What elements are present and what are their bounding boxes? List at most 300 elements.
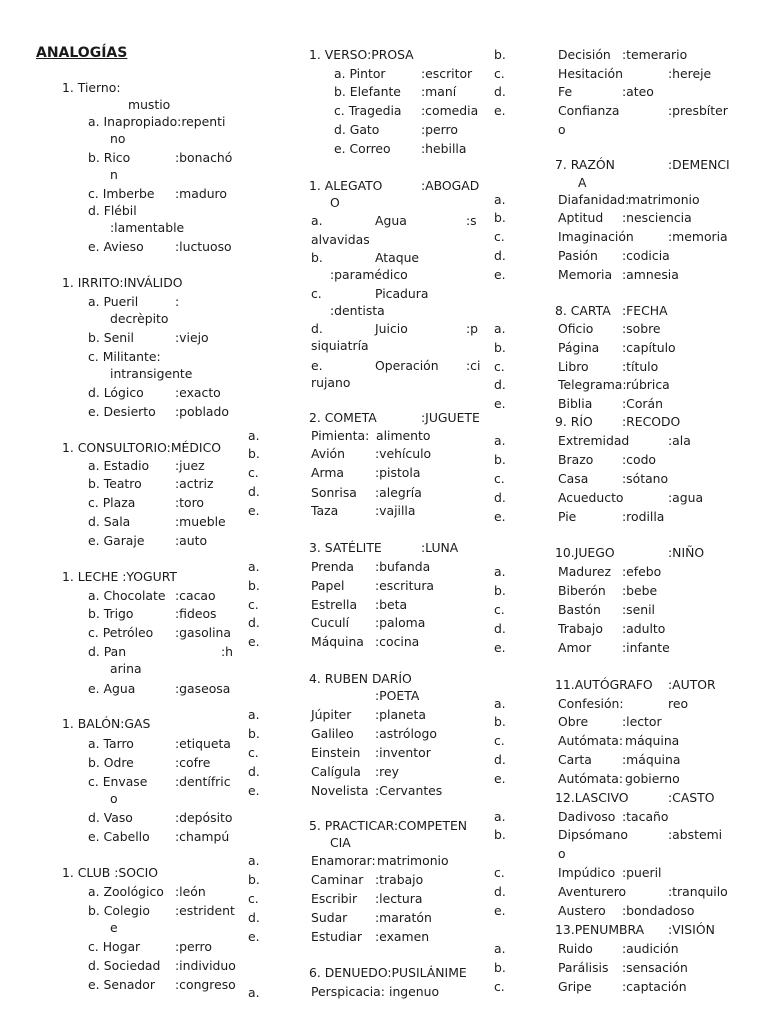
text-line: Autómata: xyxy=(558,733,624,748)
text-line: c. xyxy=(248,745,259,760)
text-line: Memoria xyxy=(558,267,613,282)
text-line: :ateo xyxy=(622,84,654,99)
text-line: :estrident xyxy=(175,903,235,918)
text-line: CIA xyxy=(330,835,351,850)
text-line: :dentista xyxy=(330,303,385,318)
text-line: :maní xyxy=(421,84,457,99)
text-line: :ala xyxy=(668,433,691,448)
text-line: :lamentable xyxy=(110,220,185,235)
text-line: c. Imberbe xyxy=(88,186,155,201)
text-line: a. xyxy=(494,192,506,207)
text-line: :codicia xyxy=(622,248,670,263)
text-line: Juicio xyxy=(375,321,408,336)
text-line: c. Petróleo xyxy=(88,625,154,640)
text-line: e. xyxy=(494,396,506,411)
text-line: :champú xyxy=(175,829,230,844)
text-line: a. xyxy=(494,564,506,579)
text-line: :auto xyxy=(175,533,208,548)
text-line: e. xyxy=(311,358,323,373)
text-line: e. Agua xyxy=(88,681,136,696)
text-line: Taza xyxy=(311,503,339,518)
text-line: 8. CARTA xyxy=(555,303,611,318)
text-line: Decisión xyxy=(558,47,611,62)
text-line: Enamorar: xyxy=(311,853,376,868)
text-line: :audición xyxy=(622,941,679,956)
text-line: Novelista xyxy=(311,783,369,798)
text-line: Agua xyxy=(375,213,407,228)
text-line: d. xyxy=(311,321,323,336)
text-line: Sudar xyxy=(311,910,348,925)
text-line: :rey xyxy=(375,764,399,779)
text-line: :tacaño xyxy=(622,809,669,824)
text-line: 12.LASCIVO xyxy=(555,790,629,805)
text-line: e. xyxy=(248,503,260,518)
text-line: a. xyxy=(494,941,506,956)
text-line: Estudiar xyxy=(311,929,362,944)
text-line: d. Sociedad xyxy=(88,958,161,973)
text-line: Impúdico xyxy=(558,865,616,880)
text-line: :bonachó xyxy=(175,150,233,165)
text-line: c. xyxy=(494,471,505,486)
text-line: 1. LECHE :YOGURT xyxy=(62,569,177,584)
text-line: Perspicacia: xyxy=(311,984,385,999)
text-line: Pimienta: xyxy=(311,428,370,443)
text-line: d. xyxy=(248,484,260,499)
text-line: Telegrama: xyxy=(558,377,627,392)
text-line: :perro xyxy=(175,939,212,954)
text-line: a. Inapropiado:repenti xyxy=(88,114,226,129)
text-line: Libro xyxy=(558,359,589,374)
text-line: intransigente xyxy=(110,366,193,381)
text-line: c. Militante: xyxy=(88,349,161,364)
text-line: :astrólogo xyxy=(375,726,437,741)
text-line: :VISIÓN xyxy=(668,922,715,937)
text-line: :título xyxy=(622,359,659,374)
text-line: e xyxy=(110,920,118,935)
text-line: :codo xyxy=(622,452,657,467)
text-line: 11.AUTÓGRAFO xyxy=(555,677,653,692)
text-line: e. Correo xyxy=(334,141,391,156)
text-line: c. xyxy=(248,465,259,480)
text-line: a. xyxy=(494,433,506,448)
text-line: :planeta xyxy=(375,707,427,722)
text-line: :escritor xyxy=(421,66,473,81)
text-line: e. xyxy=(494,640,506,655)
text-line: Cuculí xyxy=(311,615,350,630)
text-line: :p xyxy=(466,321,479,336)
text-line: e. xyxy=(494,103,506,118)
text-line: c. Envase xyxy=(88,774,148,789)
text-line: :AUTOR xyxy=(668,677,716,692)
text-line: e. Avieso xyxy=(88,239,144,254)
text-line: 1. BALÓN:GAS xyxy=(62,716,151,731)
text-line: :FECHA xyxy=(622,303,668,318)
text-line: c. xyxy=(311,286,322,301)
text-line: e. Senador xyxy=(88,977,155,992)
text-line: e. xyxy=(494,903,506,918)
text-line: b. xyxy=(248,726,260,741)
text-line: 1. Tierno: xyxy=(62,80,121,95)
text-line: o xyxy=(558,122,566,137)
text-line: b. xyxy=(494,47,506,62)
text-line: Fe xyxy=(558,84,573,99)
text-line: Bastón xyxy=(558,602,601,617)
text-line: :examen xyxy=(375,929,430,944)
text-line: Confianza xyxy=(558,103,620,118)
text-line: d. xyxy=(494,752,506,767)
text-line: :NIÑO xyxy=(668,545,705,560)
text-line: 5. PRACTICAR:COMPETEN xyxy=(309,818,468,833)
text-line: :memoria xyxy=(668,229,728,244)
text-line: :s xyxy=(466,213,477,228)
text-line: 3. SATÉLITE xyxy=(309,540,382,555)
text-line: b. xyxy=(494,210,506,225)
text-line: a. xyxy=(248,853,260,868)
text-line: :vehículo xyxy=(375,446,432,461)
text-line: o xyxy=(558,846,566,861)
text-line: :Corán xyxy=(622,396,663,411)
text-line: no xyxy=(110,131,126,146)
text-line: d. xyxy=(494,490,506,505)
text-line: d. Gato xyxy=(334,122,380,137)
text-line: :Cervantes xyxy=(375,783,443,798)
text-line: :maduro xyxy=(175,186,227,201)
text-line: 1. CLUB :SOCIO xyxy=(62,865,159,880)
text-line: a. Pueril xyxy=(88,294,139,309)
text-line: o xyxy=(110,791,118,806)
text-line: :actriz xyxy=(175,476,214,491)
text-line: a. xyxy=(248,428,260,443)
text-line: siquiatría xyxy=(311,338,369,353)
text-line: Arma xyxy=(311,465,345,480)
text-line: :cacao xyxy=(175,588,216,603)
text-line: 10.JUEGO xyxy=(555,545,615,560)
text-line: :alegría xyxy=(375,485,422,500)
text-line: :rodilla xyxy=(622,509,665,524)
text-line: d. Lógico xyxy=(88,385,144,400)
text-line: a. Estadio xyxy=(88,458,150,473)
text-line: Obre xyxy=(558,714,589,729)
text-line: :senil xyxy=(622,602,655,617)
text-line: Austero xyxy=(558,903,606,918)
text-line: d. xyxy=(494,377,506,392)
text-line: :ABOGAD xyxy=(421,178,480,193)
text-line: alimento xyxy=(376,428,431,443)
text-line: Einstein xyxy=(311,745,361,760)
text-line: Calígula xyxy=(311,764,361,779)
text-line: n xyxy=(110,167,118,182)
text-line: e. xyxy=(494,267,506,282)
text-line: :dentífric xyxy=(175,774,231,789)
text-line: Acueducto xyxy=(558,490,624,505)
text-line: Gripe xyxy=(558,979,592,994)
text-line: :bufanda xyxy=(375,559,431,574)
text-line: Estrella xyxy=(311,597,358,612)
text-line: :viejo xyxy=(175,330,209,345)
text-line: 4. RUBEN DARÍO xyxy=(309,671,412,686)
text-line: b. Colegio xyxy=(88,903,150,918)
text-line: arina xyxy=(110,661,142,676)
text-line: b. xyxy=(311,250,323,265)
text-line: Diafanidad: xyxy=(558,192,630,207)
text-line: Amor xyxy=(558,640,592,655)
text-line: :bondadoso xyxy=(622,903,695,918)
text-line: Oficio xyxy=(558,321,594,336)
text-line: d. Sala xyxy=(88,514,131,529)
text-line: :LUNA xyxy=(421,540,459,555)
text-line: b. Teatro xyxy=(88,476,142,491)
text-line: :JUGUETE xyxy=(421,410,480,425)
text-line: Aptitud xyxy=(558,210,604,225)
text-line: rúbrica xyxy=(626,377,670,392)
text-line: c. xyxy=(494,979,505,994)
text-line: e. xyxy=(494,771,506,786)
text-line: Página xyxy=(558,340,600,355)
text-line: a. xyxy=(248,985,260,1000)
text-line: :beta xyxy=(375,597,408,612)
text-line: Pasión xyxy=(558,248,598,263)
text-line: :león xyxy=(175,884,206,899)
text-line: Imaginación xyxy=(558,229,634,244)
text-line: Pie xyxy=(558,509,577,524)
text-line: :lectura xyxy=(375,891,423,906)
text-line: O xyxy=(330,195,340,210)
text-line: d. xyxy=(248,764,260,779)
text-line: Júpiter xyxy=(311,707,352,722)
text-line: Madurez xyxy=(558,564,611,579)
text-line: Biberón xyxy=(558,583,606,598)
text-line: b. xyxy=(248,872,260,887)
text-line: Galileo xyxy=(311,726,354,741)
text-line: :comedia xyxy=(421,103,479,118)
text-line: b. Senil xyxy=(88,330,134,345)
text-line: Papel xyxy=(311,578,345,593)
text-line: c. xyxy=(494,733,505,748)
text-line: :capítulo xyxy=(622,340,676,355)
text-line: :hereje xyxy=(668,66,712,81)
text-line: 13.PENUMBRA xyxy=(555,922,645,937)
text-line: :presbíter xyxy=(668,103,728,118)
text-line: :juez xyxy=(175,458,205,473)
text-line: :RECODO xyxy=(622,414,681,429)
text-line: :temerario xyxy=(622,47,688,62)
text-line: Ataque xyxy=(375,250,420,265)
text-line: c. xyxy=(494,66,505,81)
text-line: máquina xyxy=(625,733,680,748)
text-line: Confesión: xyxy=(558,696,624,711)
text-line: Avión xyxy=(311,446,345,461)
text-line: Brazo xyxy=(558,452,594,467)
text-line: 1. ALEGATO xyxy=(309,178,383,193)
text-line: :agua xyxy=(668,490,704,505)
text-line: e. xyxy=(248,783,260,798)
text-line: :adulto xyxy=(622,621,666,636)
text-line: d. Vaso xyxy=(88,810,133,825)
text-line: d. Flébil xyxy=(88,203,137,218)
text-line: a. xyxy=(248,707,260,722)
text-line: e. xyxy=(248,929,260,944)
text-line: Dadivoso xyxy=(558,809,616,824)
text-line: :individuo xyxy=(175,958,236,973)
text-line: :ci xyxy=(466,358,481,373)
text-line: e. Cabello xyxy=(88,829,150,844)
text-line: :luctuoso xyxy=(175,239,232,254)
text-line: Operación xyxy=(375,358,439,373)
text-line: Autómata: xyxy=(558,771,624,786)
text-line: :amnesia xyxy=(622,267,679,282)
text-line: a. Pintor xyxy=(334,66,386,81)
text-line: gobierno xyxy=(625,771,680,786)
text-line: b. xyxy=(494,452,506,467)
text-line: c. xyxy=(494,229,505,244)
text-line: :máquina xyxy=(622,752,681,767)
text-line: :inventor xyxy=(375,745,431,760)
text-line: :paloma xyxy=(375,615,426,630)
text-line: reo xyxy=(668,696,689,711)
text-line: b. Elefante xyxy=(334,84,401,99)
text-line: d. xyxy=(494,248,506,263)
text-line: :paramédico xyxy=(330,267,408,282)
text-line: :sobre xyxy=(622,321,661,336)
text-line: e. Desierto xyxy=(88,404,156,419)
text-line: a. xyxy=(494,809,506,824)
text-line: rujano xyxy=(311,375,351,390)
text-line: Escribir xyxy=(311,891,358,906)
text-line: :sensación xyxy=(622,960,688,975)
text-line: :CASTO xyxy=(668,790,715,805)
text-line: :POETA xyxy=(375,688,420,703)
text-line: 1. IRRITO:INVÁLIDO xyxy=(62,275,183,290)
text-line: a. Tarro xyxy=(88,736,134,751)
text-line: Caminar xyxy=(311,872,364,887)
text-line: Aventurero xyxy=(558,884,627,899)
text-line: :etiqueta xyxy=(175,736,231,751)
text-line: alvavidas xyxy=(311,232,370,247)
text-line: 2. COMETA xyxy=(309,410,377,425)
text-line: c. Tragedia xyxy=(334,103,402,118)
text-line: :tranquilo xyxy=(668,884,728,899)
text-line: e. xyxy=(248,634,260,649)
text-line: :DEMENCI xyxy=(668,157,730,172)
text-line: :perro xyxy=(421,122,458,137)
text-line: c. xyxy=(248,891,259,906)
text-line: :lector xyxy=(622,714,662,729)
text-line: c. Hogar xyxy=(88,939,141,954)
text-line: Trabajo xyxy=(558,621,603,636)
text-line: A xyxy=(578,175,587,190)
text-line: :congreso xyxy=(175,977,236,992)
text-line: : xyxy=(175,294,180,309)
text-line: b. Rico xyxy=(88,150,131,165)
text-line: a. Chocolate xyxy=(88,588,166,603)
text-line: :bebe xyxy=(622,583,658,598)
text-line: :hebilla xyxy=(421,141,467,156)
text-line: Prenda xyxy=(311,559,355,574)
text-line: d. xyxy=(494,621,506,636)
text-line: 1. CONSULTORIO:MÉDICO xyxy=(62,440,221,455)
text-line: a. Zoológico xyxy=(88,884,164,899)
text-line: b. xyxy=(248,578,260,593)
text-line: :depósito xyxy=(175,810,233,825)
text-line: :gasolina xyxy=(175,625,231,640)
text-line: Extremidad xyxy=(558,433,630,448)
text-line: :trabajo xyxy=(375,872,424,887)
text-line: a. xyxy=(311,213,323,228)
text-line: Casa xyxy=(558,471,589,486)
text-line: :captación xyxy=(622,979,687,994)
text-line: c. Plaza xyxy=(88,495,136,510)
text-line: Dipsómano xyxy=(558,827,628,842)
text-line: Máquina xyxy=(311,634,364,649)
text-line: 1. VERSO:PROSA xyxy=(309,47,414,62)
text-line: :exacto xyxy=(175,385,221,400)
text-line: :abstemi xyxy=(668,827,723,842)
text-line: d. xyxy=(248,615,260,630)
text-line: 9. RÍO xyxy=(555,414,593,429)
text-line: ingenuo xyxy=(389,984,440,999)
text-line: d. Pan xyxy=(88,644,127,659)
text-line: b. xyxy=(494,340,506,355)
text-line: c. xyxy=(248,597,259,612)
text-line: b. xyxy=(494,827,506,842)
text-line: a. xyxy=(494,321,506,336)
text-line: :maratón xyxy=(375,910,432,925)
text-line: c. xyxy=(494,865,505,880)
text-line: :h xyxy=(221,644,234,659)
text-line: b. xyxy=(494,960,506,975)
text-line: :gaseosa xyxy=(175,681,231,696)
text-line: b. Odre xyxy=(88,755,134,770)
text-line: Hesitación xyxy=(558,66,623,81)
text-line: c. xyxy=(494,602,505,617)
text-line: :vajilla xyxy=(375,503,416,518)
text-line: :mueble xyxy=(175,514,226,529)
text-line: d. xyxy=(494,84,506,99)
document-title: ANALOGÍAS xyxy=(36,45,128,61)
text-line: :escritura xyxy=(375,578,435,593)
text-line: Parálisis xyxy=(558,960,609,975)
text-line: b. xyxy=(248,446,260,461)
text-line: d. xyxy=(494,884,506,899)
text-line: :poblado xyxy=(175,404,229,419)
text-line: mustio xyxy=(128,97,171,112)
text-line: 6. DENUEDO:PUSILÁNIME xyxy=(309,965,467,980)
text-line: e. Garaje xyxy=(88,533,145,548)
text-line: a. xyxy=(494,696,506,711)
text-line: Picadura xyxy=(375,286,429,301)
text-line: a. xyxy=(248,559,260,574)
text-line: b. xyxy=(494,583,506,598)
text-line: :nesciencia xyxy=(622,210,692,225)
text-line: decrèpito xyxy=(110,311,169,326)
text-line: :cofre xyxy=(175,755,211,770)
text-line: :pistola xyxy=(375,465,421,480)
text-line: e. xyxy=(494,509,506,524)
text-line: :cocina xyxy=(375,634,420,649)
text-line: :pueril xyxy=(622,865,662,880)
text-line: Sonrisa xyxy=(311,485,357,500)
text-line: Ruido xyxy=(558,941,593,956)
text-line: :toro xyxy=(175,495,205,510)
text-line: Carta xyxy=(558,752,592,767)
text-line: b. Trigo xyxy=(88,606,134,621)
text-line: :efebo xyxy=(622,564,662,579)
text-line: :infante xyxy=(622,640,670,655)
text-line: :fideos xyxy=(175,606,217,621)
text-line: d. xyxy=(248,910,260,925)
text-line: matrimonio xyxy=(628,192,700,207)
text-line: matrimonio xyxy=(377,853,449,868)
